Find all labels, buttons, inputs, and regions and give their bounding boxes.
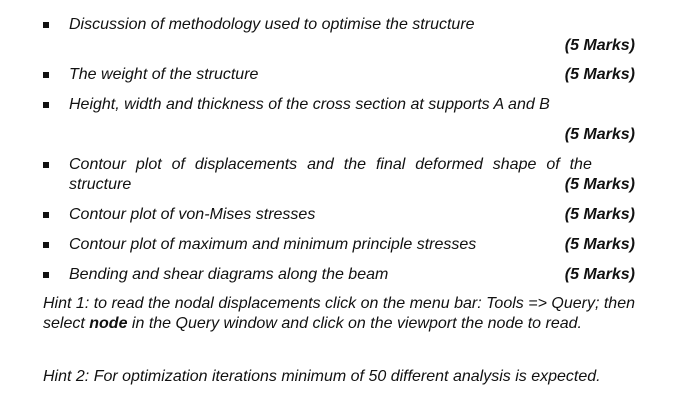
hint-1-text: Hint 1: to read the nodal displacements click on the menu bar: Tools => Query; then select [43, 295, 635, 332]
item-text: Discussion of methodology used to optimise the structure [69, 16, 475, 33]
list-item-von-mises [43, 206, 635, 226]
bullet-icon [43, 242, 49, 248]
bullet-icon [43, 162, 49, 168]
list-item-cross-section [43, 96, 635, 146]
item-text-line2: structure [69, 176, 132, 193]
item-text: Contour plot of von-Mises stresses [69, 206, 316, 223]
item-text: Bending and shear diagrams along the beam [69, 266, 389, 283]
bullet-icon [43, 72, 49, 78]
bullet-icon [43, 212, 49, 218]
bullet-icon [43, 22, 49, 28]
bullet-icon [43, 102, 49, 108]
hint-1 [43, 294, 635, 334]
item-marks: (5 Marks) [564, 66, 635, 83]
item-marks: (5 Marks) [564, 37, 635, 54]
list-item-bending-shear [43, 266, 635, 286]
list-item-principal-stresses [43, 236, 635, 256]
item-marks: (5 Marks) [564, 266, 635, 283]
item-text-line1: Contour plot of displacements and the final deformed shape of the [69, 156, 592, 173]
item-text: The weight of the structure [69, 66, 259, 83]
hint-1-text-end: in the Query window and click on the viewport the node to read. [127, 315, 582, 332]
item-marks: (5 Marks) [564, 206, 635, 223]
item-marks: (5 Marks) [564, 236, 635, 253]
item-text: Height, width and thickness of the cross section at supports A and B [69, 96, 550, 113]
bullet-icon [43, 272, 49, 278]
list-item-displacement-contour [43, 156, 635, 196]
list-item-methodology [43, 16, 635, 56]
hint-2: Hint 2: For optimization iterations minimum of 50 different analysis is expected. [43, 368, 601, 385]
item-text: Contour plot of maximum and minimum principle stresses [69, 236, 477, 253]
item-marks: (5 Marks) [564, 176, 635, 193]
item-marks: (5 Marks) [564, 126, 635, 143]
hint-1-bold-word: node [89, 315, 128, 332]
list-item-weight [43, 66, 635, 86]
